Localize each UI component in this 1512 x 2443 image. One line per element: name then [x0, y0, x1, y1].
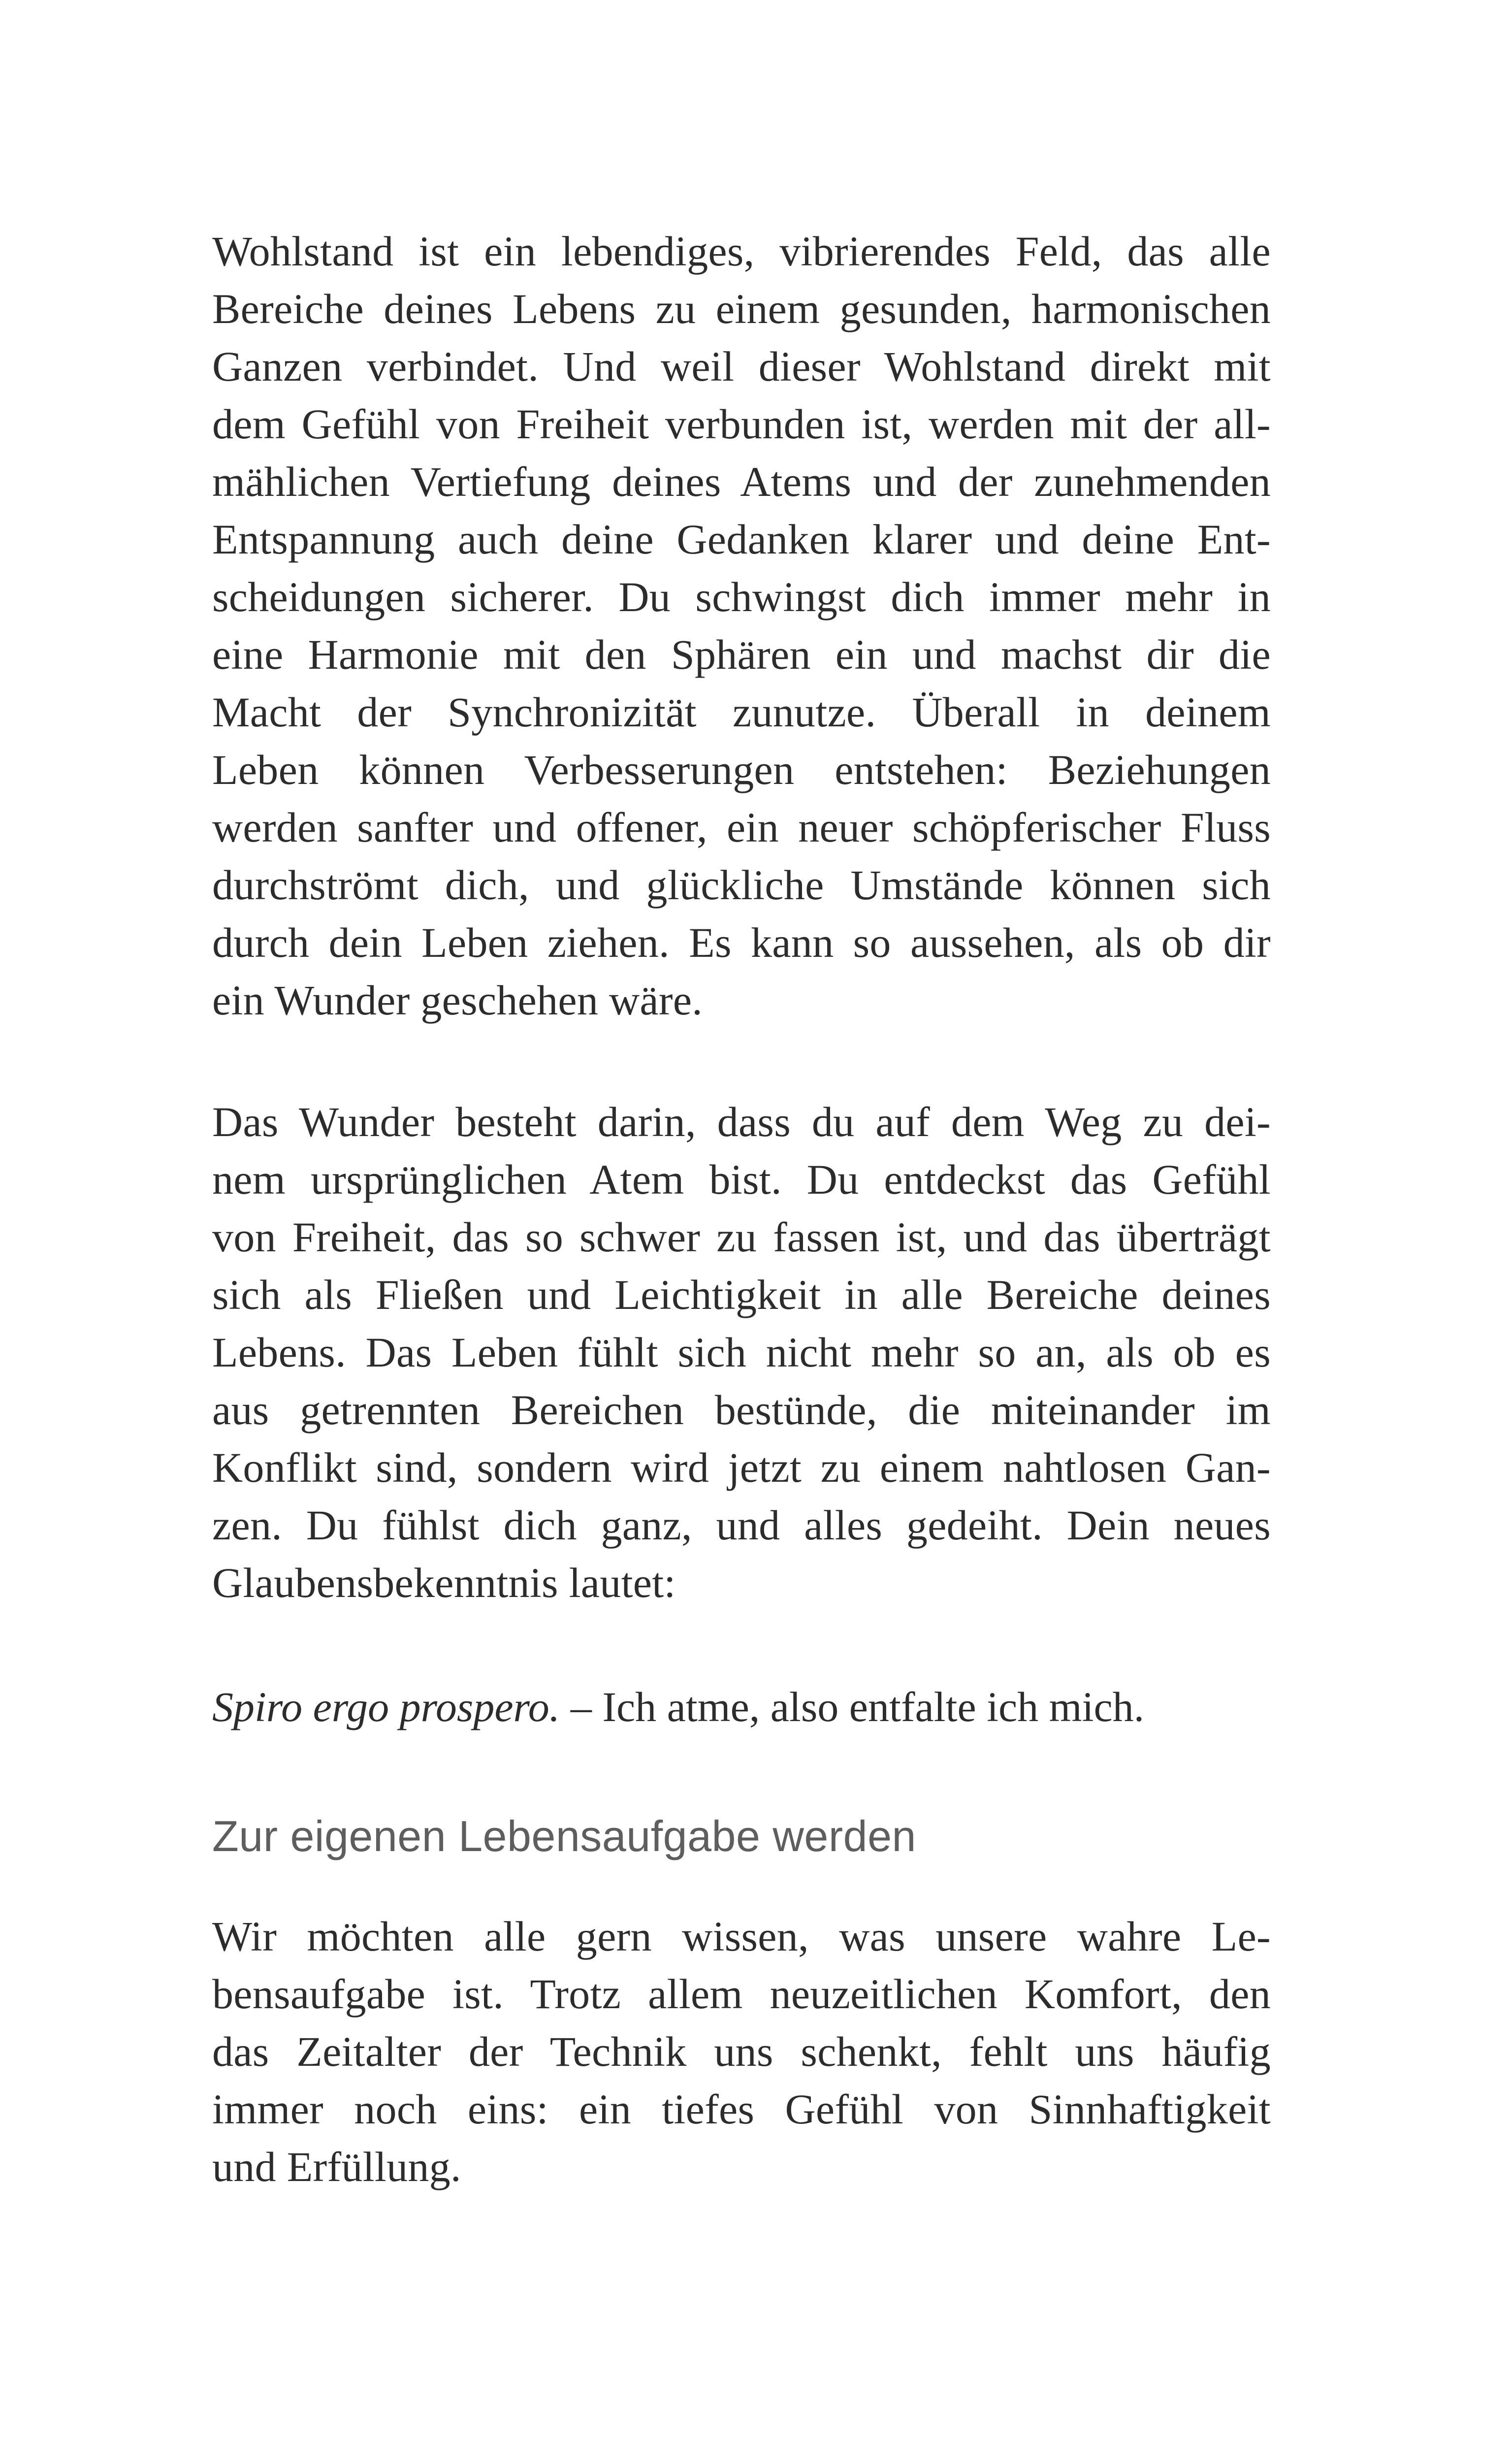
text-line: sich als Fließen und Leichtigkeit in alle Bereiche deines: [212, 1271, 1271, 1318]
text-line: dem Gefühl von Freiheit verbunden ist, werden mit der all-: [212, 400, 1271, 448]
text-line: Bereiche deines Lebens zu einem gesunden, harmonischen: [212, 285, 1271, 332]
text-line: Leben können Verbesserungen entstehen: Beziehungen: [212, 746, 1271, 793]
credo-quote: [212, 1678, 1144, 1736]
text-line: eine Harmonie mit den Sphären ein und machst dir die: [212, 631, 1271, 678]
text-line: werden sanfter und offener, ein neuer schöpferischer Fluss: [212, 804, 1271, 851]
text-line: zen. Du fühlst dich ganz, und alles gedeiht. Dein neues: [212, 1501, 1271, 1549]
motto-translation: – Ich atme, also entfalte ich mich.: [560, 1683, 1145, 1730]
text-line: Das Wunder besteht darin, dass du auf dem Weg zu dei-: [212, 1098, 1271, 1145]
section-heading: Zur eigenen Lebensaufgabe werden: [212, 1812, 916, 1860]
text-line: von Freiheit, das so schwer zu fassen ist, und das überträgt: [212, 1213, 1271, 1261]
paragraph-lebensaufgabe: [212, 1908, 1271, 2196]
paragraph-wohlstand: [212, 223, 1271, 1029]
text-line: das Zeitalter der Technik uns schenkt, fehlt uns häufig: [212, 2028, 1271, 2075]
paragraph-wunder: [212, 1093, 1271, 1612]
text-line: ein Wunder geschehen wäre.: [212, 977, 703, 1024]
text-line: Konflikt sind, sondern wird jetzt zu einem nahtlosen Gan-: [212, 1444, 1271, 1491]
text-line: mählichen Vertiefung deines Atems und der zunehmenden: [212, 458, 1271, 505]
text-line: Lebens. Das Leben fühlt sich nicht mehr so an, als ob es: [212, 1329, 1271, 1376]
text-line: immer noch eins: ein tiefes Gefühl von Sinnhaftigkeit: [212, 2085, 1271, 2133]
text-line: und Erfüllung.: [212, 2143, 461, 2190]
latin-motto: Spiro ergo prospero.: [212, 1683, 560, 1730]
text-line: Wir möchten alle gern wissen, was unsere wahre Le-: [212, 1913, 1271, 1960]
text-line: bensaufgabe ist. Trotz allem neuzeitlichen Komfort, den: [212, 1970, 1271, 2018]
text-line: nem ursprünglichen Atem bist. Du entdeckst das Gefühl: [212, 1156, 1271, 1203]
text-line: Ganzen verbindet. Und weil dieser Wohlstand direkt mit: [212, 343, 1271, 390]
text-line: Wohlstand ist ein lebendiges, vibrierendes Feld, das alle: [212, 228, 1271, 275]
text-line: Entspannung auch deine Gedanken klarer und deine Ent-: [212, 516, 1271, 563]
text-line: durch dein Leben ziehen. Es kann so aussehen, als ob dir: [212, 919, 1271, 966]
text-line: Glaubensbekenntnis lautet:: [212, 1559, 676, 1606]
text-line: Macht der Synchronizität zunutze. Überall in deinem: [212, 688, 1271, 736]
text-line: scheidungen sicherer. Du schwingst dich immer mehr in: [212, 573, 1271, 620]
text-line: aus getrennten Bereichen bestünde, die miteinander im: [212, 1386, 1271, 1433]
text-line: durchströmt dich, und glückliche Umstände können sich: [212, 861, 1271, 909]
